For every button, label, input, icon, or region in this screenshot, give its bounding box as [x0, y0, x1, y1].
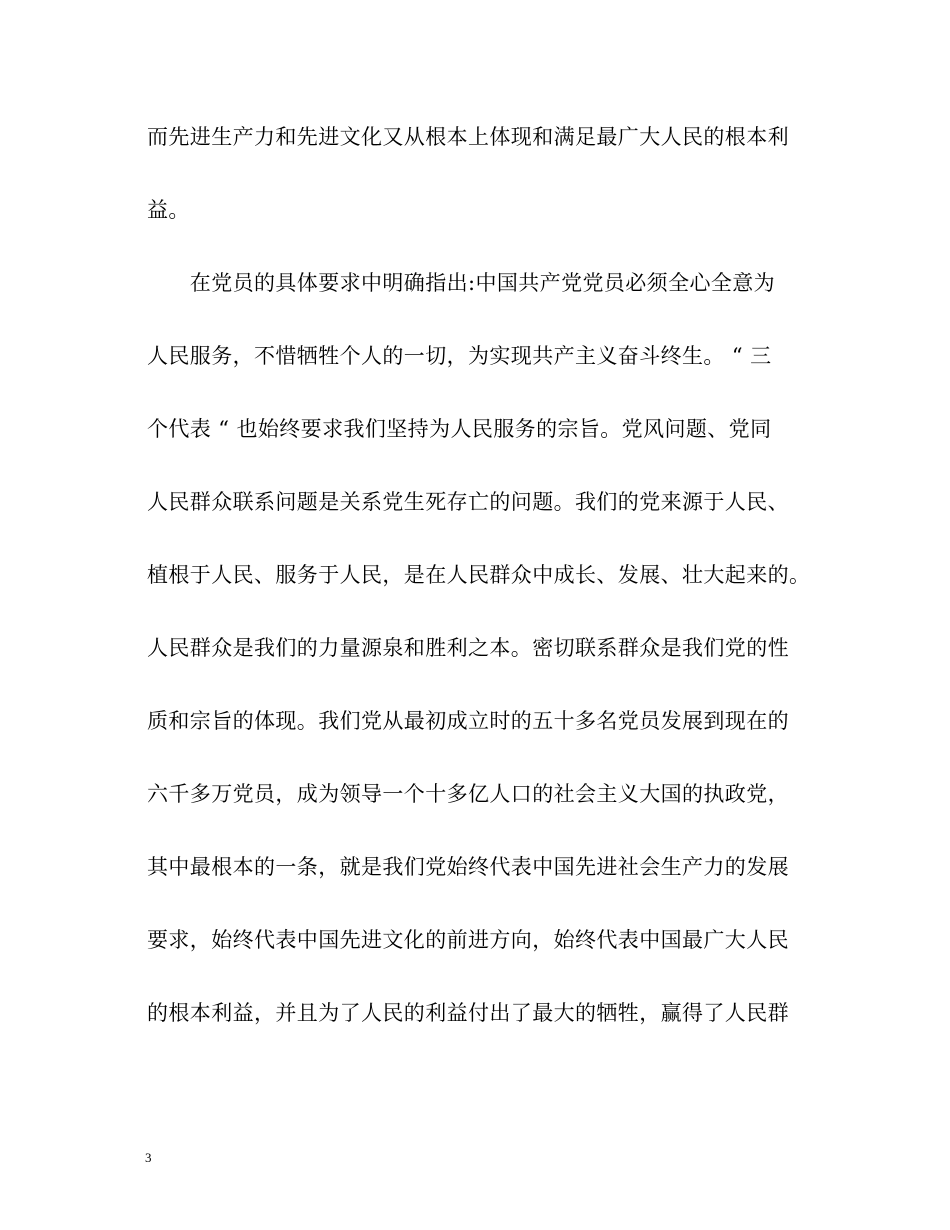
text-line: 益。 [147, 198, 190, 222]
text-line: 的根本利益，并且为了人民的利益付出了最大的牺牲，赢得了人民群 [147, 1001, 789, 1025]
body-text [147, 124, 827, 1073]
text-line: 质和宗旨的体现。我们党从最初成立时的五十多名党员发展到现在的 [147, 709, 789, 733]
page-number: 3 [145, 1150, 152, 1165]
text-line: 个代表 “ 也始终要求我们坚持为人民服务的宗旨。党风问题、党同 [147, 417, 772, 441]
text-line: 人民群众联系问题是关系党生死存亡的问题。我们的党来源于人民、 [147, 490, 789, 514]
text-line: 而先进生产力和先进文化又从根本上体现和满足最广大人民的根本利 [147, 125, 789, 149]
text-line: 人民群众是我们的力量源泉和胜利之本。密切联系群众是我们党的性 [147, 636, 789, 660]
text-line: 植根于人民、服务于人民，是在人民群众中成长、发展、壮大起来的。 [147, 563, 811, 587]
text-line: 在党员的具体要求中明确指出:中国共产党党员必须全心全意为 [147, 271, 776, 295]
text-line: 要求，始终代表中国先进文化的前进方向，始终代表中国最广大人民 [147, 928, 789, 952]
text-line: 人民服务，不惜牺牲个人的一切，为实现共产主义奋斗终生。 “ 三 [147, 344, 772, 368]
text-line: 六千多万党员，成为领导一个十多亿人口的社会主义大国的执政党， [147, 782, 789, 806]
text-line: 其中最根本的一条，就是我们党始终代表中国先进社会生产力的发展 [147, 855, 789, 879]
